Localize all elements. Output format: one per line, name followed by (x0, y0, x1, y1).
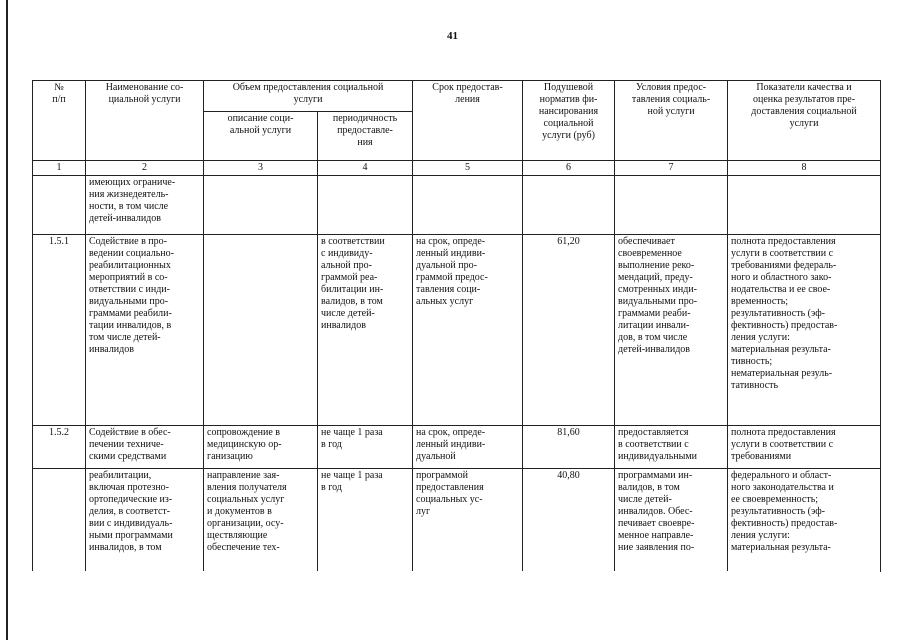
table-row (33, 426, 881, 469)
header-volume: Объем предоставления социальной услуги (204, 81, 413, 112)
row-num (33, 176, 86, 235)
header-quality: Показатели качества и оценка результатов пре- доставления социальной услуги (728, 81, 881, 161)
row-quality: федерального и област- ного законодательства и ее своевременность; результативность (эф- фективность) предостав- ления услуги: материальная результа- (728, 469, 881, 572)
column-number: 2 (86, 161, 204, 176)
row-num (33, 469, 86, 572)
row-quality: полнота предоставления услуги в соответствии с требованиями (728, 426, 881, 469)
page-number: 41 (447, 30, 458, 42)
column-number: 4 (318, 161, 413, 176)
table-row (33, 235, 881, 426)
row-norm: 40,80 (523, 469, 615, 572)
row-periodicity (318, 176, 413, 235)
row-service-name: Содействие в обес- печении техниче- скими средствами (86, 426, 204, 469)
column-number: 1 (33, 161, 86, 176)
column-number: 3 (204, 161, 318, 176)
row-term: на срок, опреде- ленный индиви- дуальной про- граммой предос- тавления соци- альных услуг (413, 235, 523, 426)
row-quality: полнота предоставления услуги в соответствии с требованиями федераль- ного и областного зако- нодательства и ее свое- временность; результативность (эф- фективность) предостав- ления услуги: материальная результа- тивность; нематериальная резуль- тативность (728, 235, 881, 426)
row-conditions: программами ин- валидов, в том числе детей- инвалидов. Обес- печивает своевре- менное направле- ние заявления по- (615, 469, 728, 572)
header-num: № п/п (33, 81, 86, 161)
row-conditions: предоставляется в соответствии с индивидуальными (615, 426, 728, 469)
column-number: 7 (615, 161, 728, 176)
row-periodicity: в соответствии с индивиду- альной про- граммой реа- билитации ин- валидов, в том числе детей- инвалидов (318, 235, 413, 426)
header-name: Наименование со- циальной услуги (86, 81, 204, 161)
row-num: 1.5.1 (33, 235, 86, 426)
row-norm: 61,20 (523, 235, 615, 426)
row-conditions: обеспечивает своевременное выполнение реко- мендаций, преду- смотренных инди- видуальными про- граммами реаби- литации инвали- дов, в том числе детей-инвалидов (615, 235, 728, 426)
column-numbers-row (33, 161, 881, 176)
page-bottom-area (32, 571, 880, 640)
header-conditions: Условия предос- тавления социаль- ной услуги (615, 81, 728, 161)
row-norm (523, 176, 615, 235)
column-number: 5 (413, 161, 523, 176)
row-norm: 81,60 (523, 426, 615, 469)
row-term: программой предоставления социальных ус- луг (413, 469, 523, 572)
column-number: 8 (728, 161, 881, 176)
row-quality (728, 176, 881, 235)
row-num: 1.5.2 (33, 426, 86, 469)
header-term: Срок предостав- ления (413, 81, 523, 161)
row-service-name: имеющих ограниче- ния жизнедеятель- ности, в том числе детей-инвалидов (86, 176, 204, 235)
page-margin-line (6, 0, 8, 640)
row-term: на срок, опреде- ленный индиви- дуальной (413, 426, 523, 469)
row-periodicity: не чаще 1 раза в год (318, 469, 413, 572)
table-row (33, 176, 881, 235)
row-description: сопровождение в медицинскую ор- ганизацию (204, 426, 318, 469)
header-volume-period: периодичность предоставле- ния (318, 112, 413, 161)
row-conditions (615, 176, 728, 235)
table-row (33, 469, 881, 572)
row-service-name: реабилитации, включая протезно- ортопедические из- делия, в соответст- вии с индивидуаль- ными программами инвалидов, в том (86, 469, 204, 572)
header-volume-desc: описание соци- альной услуги (204, 112, 318, 161)
column-number: 6 (523, 161, 615, 176)
row-description (204, 176, 318, 235)
row-description: направление зая- вления получателя социальных услуг и документов в организации, осу- ществляющие обеспечение тех- (204, 469, 318, 572)
row-term (413, 176, 523, 235)
row-description (204, 235, 318, 426)
row-service-name: Содействие в про- ведении социально- реабилитационных мероприятий в со- ответствии с инди- видуальными про- граммами реабили- тации инвалидов, в том числе детей- инвалидов (86, 235, 204, 426)
header-norm: Подушевой норматив фи- нансирования социальной услуги (руб) (523, 81, 615, 161)
social-services-table (32, 80, 881, 572)
row-periodicity: не чаще 1 раза в год (318, 426, 413, 469)
